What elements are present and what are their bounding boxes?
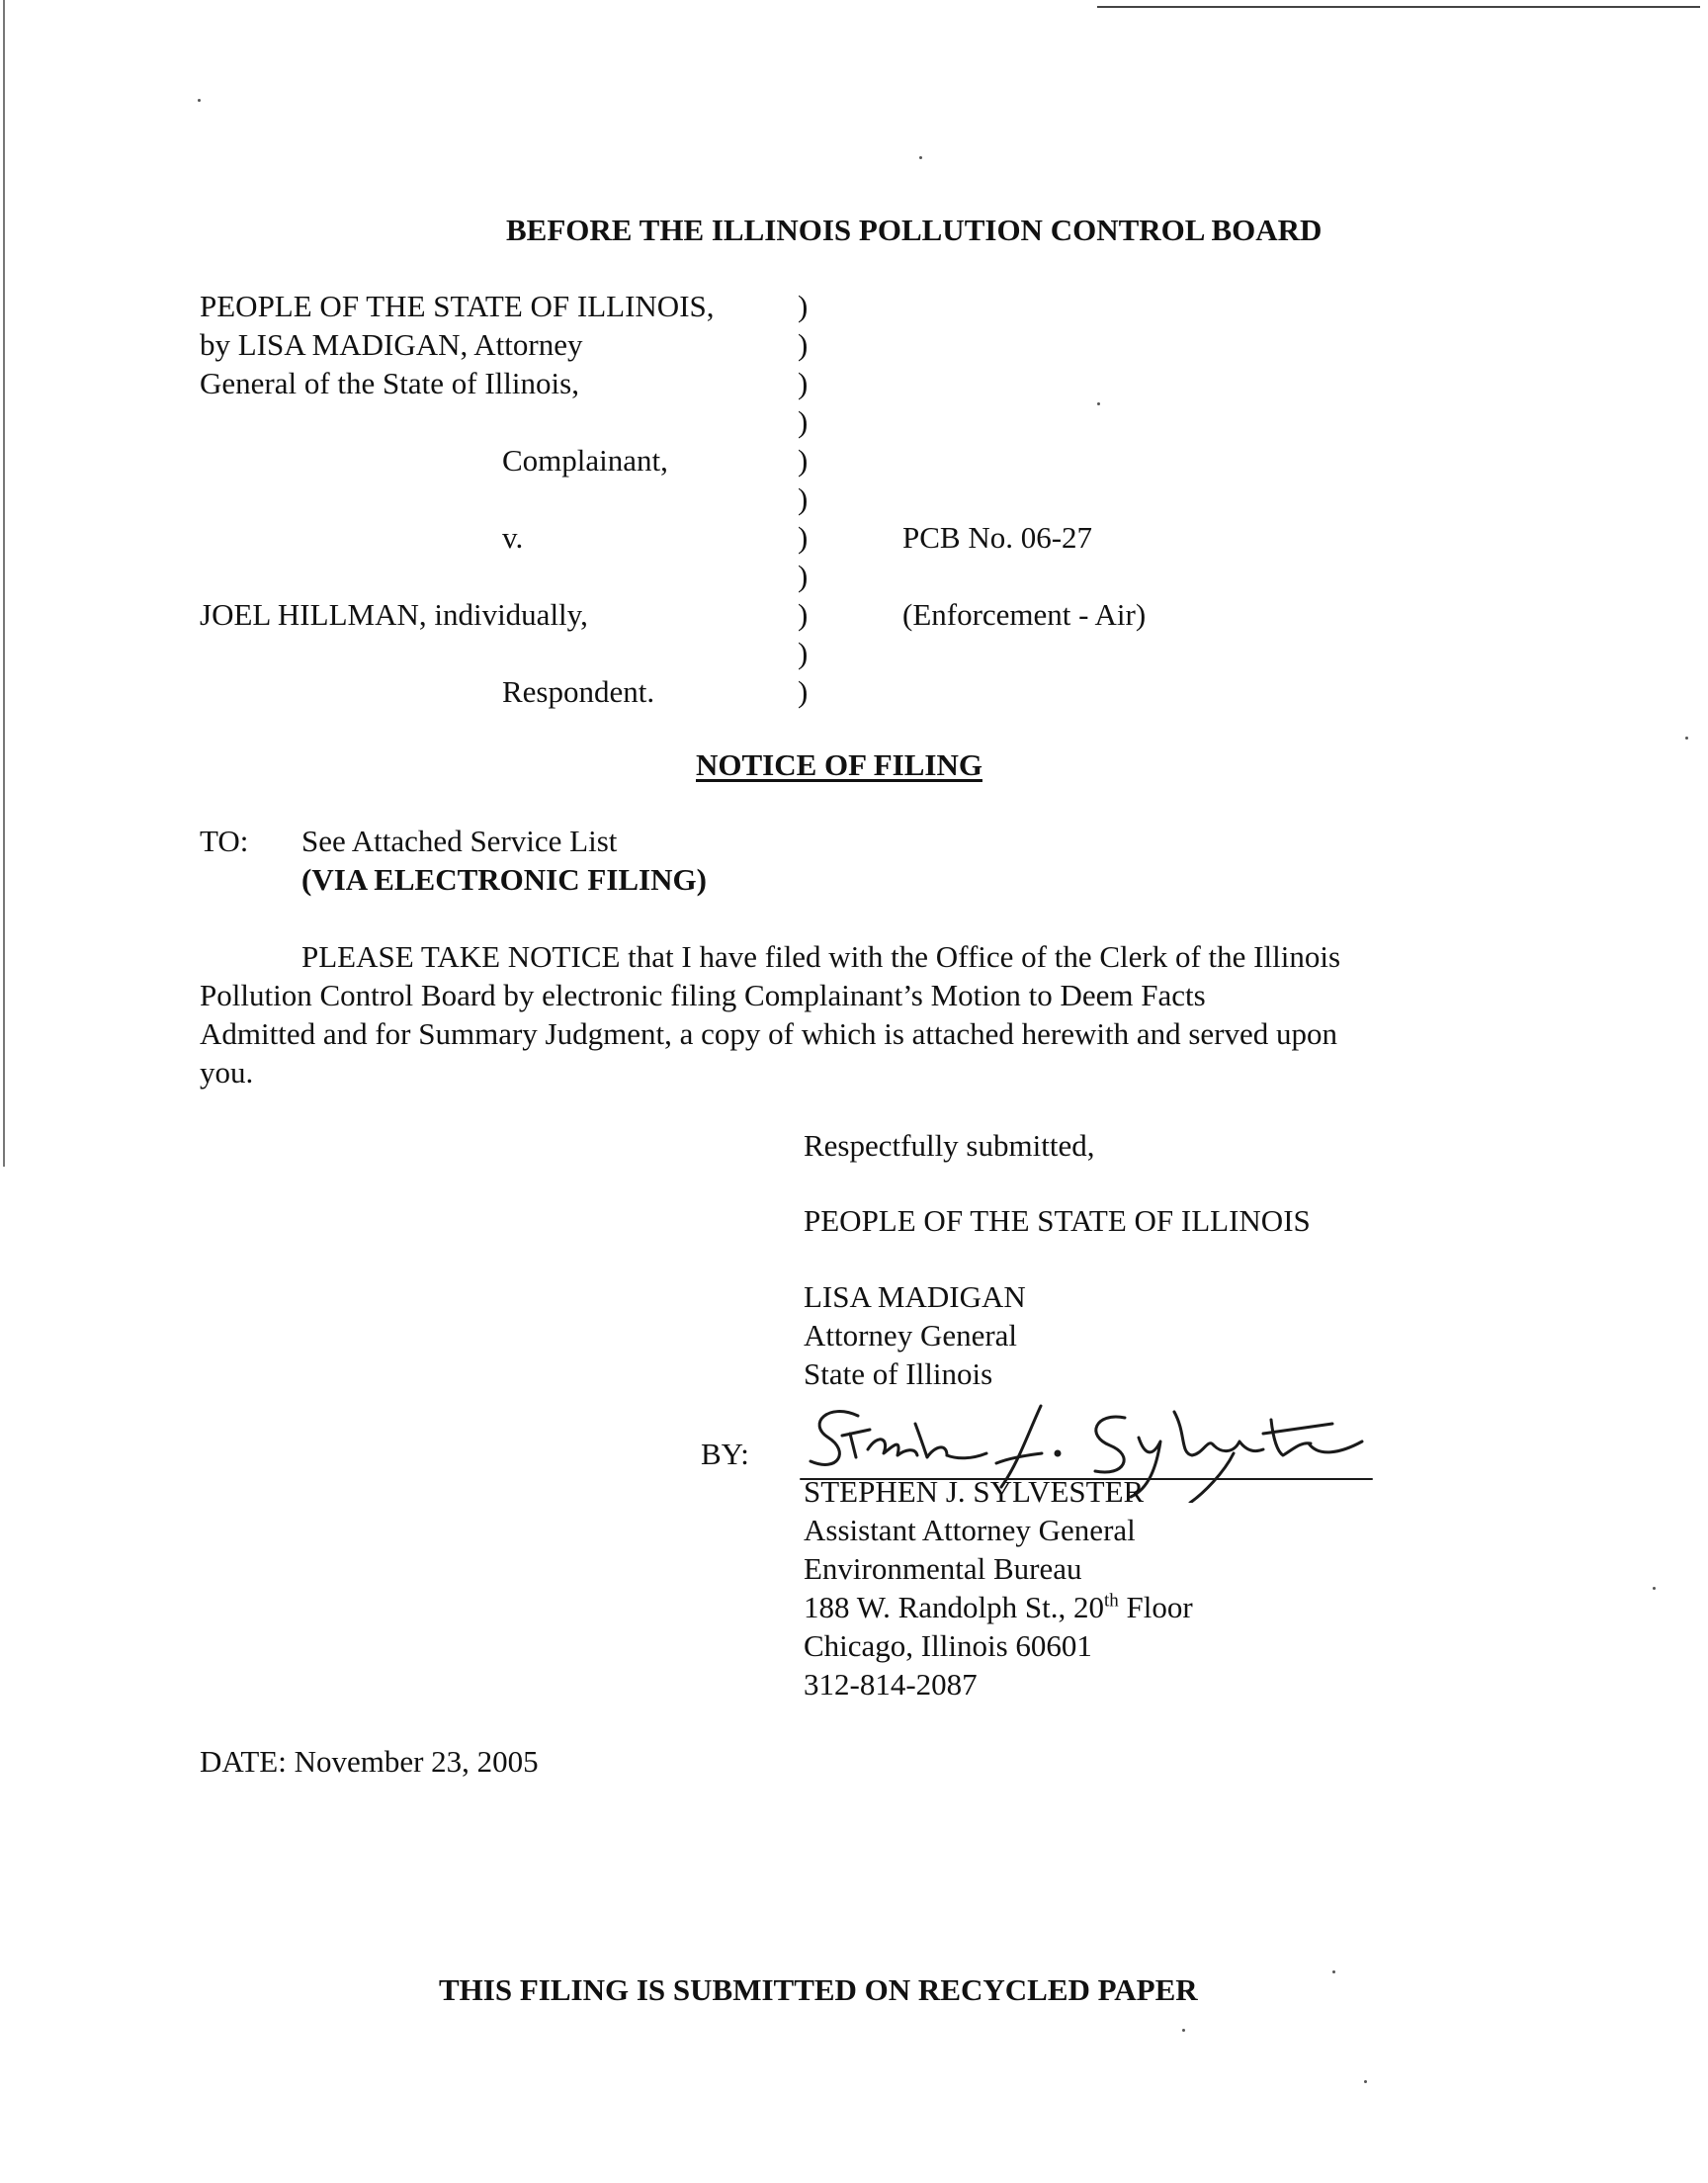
speck (1332, 1970, 1335, 1973)
paren: ) (798, 597, 809, 632)
street-address (804, 1589, 1193, 1626)
signer-name: STEPHEN J. SYLVESTER (804, 1474, 1145, 1509)
signer-title: Assistant Attorney General (804, 1513, 1136, 1547)
paren: ) (798, 674, 809, 709)
scan-top-line (1097, 6, 1700, 8)
complainant-line-2: by LISA MADIGAN, Attorney (200, 327, 583, 362)
speck (1182, 2029, 1185, 2032)
closing: Respectfully submitted, (804, 1128, 1095, 1163)
versus: v. (502, 520, 524, 555)
paren: ) (798, 404, 809, 439)
body-line-2: Pollution Control Board by electronic filing Complainant’s Motion to Deem Facts (200, 978, 1206, 1012)
to-label: TO: (200, 824, 249, 858)
speck (1685, 737, 1688, 740)
board-title: BEFORE THE ILLINOIS POLLUTION CONTROL BOARD (506, 213, 1323, 247)
complainant-line-3: General of the State of Illinois, (200, 366, 579, 400)
speck (198, 99, 201, 102)
filing-date: DATE: November 23, 2005 (200, 1744, 539, 1779)
street-address-floor: Floor (1118, 1590, 1193, 1624)
paren: ) (798, 636, 809, 670)
speck (1097, 402, 1100, 405)
respondent-role: Respondent. (502, 674, 655, 709)
notice-heading: NOTICE OF FILING (696, 747, 982, 782)
complainant-role: Complainant, (502, 443, 668, 478)
paren: ) (798, 443, 809, 478)
speck (919, 156, 922, 159)
to-line-2: (VIA ELECTRONIC FILING) (301, 862, 707, 897)
body-line-4: you. (200, 1055, 254, 1090)
body-line-1: PLEASE TAKE NOTICE that I have filed with the Office of the Clerk of the Illinois (301, 939, 1341, 974)
by-label: BY: (701, 1437, 749, 1471)
paren: ) (798, 520, 809, 555)
paren: ) (798, 366, 809, 400)
case-type: (Enforcement - Air) (902, 597, 1147, 632)
paren: ) (798, 289, 809, 323)
ag-name: LISA MADIGAN (804, 1279, 1026, 1314)
ag-state: State of Illinois (804, 1356, 993, 1391)
party-name: PEOPLE OF THE STATE OF ILLINOIS (804, 1203, 1311, 1238)
case-number: PCB No. 06-27 (902, 520, 1093, 555)
speck (1653, 1587, 1656, 1590)
recycled-paper-footer: THIS FILING IS SUBMITTED ON RECYCLED PAPER (439, 1972, 1198, 2007)
paren: ) (798, 327, 809, 362)
bureau: Environmental Bureau (804, 1551, 1082, 1586)
speck (1364, 2080, 1367, 2083)
to-line-1: See Attached Service List (301, 824, 618, 858)
complainant-line-1: PEOPLE OF THE STATE OF ILLINOIS, (200, 289, 715, 323)
scan-edge-line (3, 0, 5, 1167)
respondent-name: JOEL HILLMAN, individually, (200, 597, 588, 632)
phone: 312-814-2087 (804, 1667, 978, 1702)
paren: ) (798, 559, 809, 593)
city-zip: Chicago, Illinois 60601 (804, 1628, 1092, 1663)
body-line-3: Admitted and for Summary Judgment, a copy of which is attached herewith and served upon (200, 1016, 1338, 1051)
street-address-main: 188 W. Randolph St., 20 (804, 1590, 1105, 1624)
ag-title: Attorney General (804, 1318, 1018, 1353)
floor-ordinal: th (1104, 1590, 1119, 1612)
paren: ) (798, 481, 809, 516)
